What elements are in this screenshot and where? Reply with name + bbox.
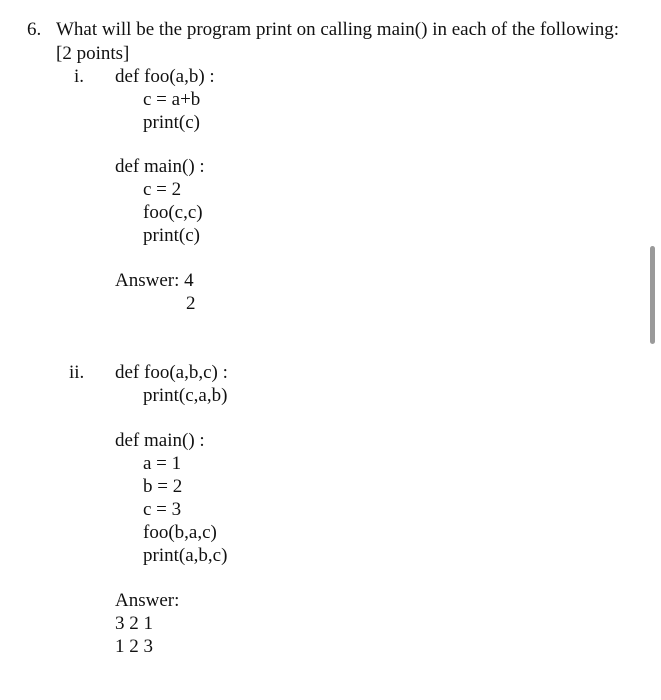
part-ii-main-def: def main() : (115, 430, 205, 451)
part-i-label: i. (74, 66, 85, 87)
part-ii-main-line: b = 2 (143, 476, 183, 497)
question-points: [2 points] (56, 43, 130, 64)
part-ii-main-line: c = 3 (143, 499, 182, 520)
part-i-foo-line: print(c) (143, 112, 200, 133)
part-ii-foo-def: def foo(a,b,c) : (115, 362, 228, 383)
part-i-main-line: c = 2 (143, 179, 182, 200)
part-i-answer: Answer: 4 (115, 270, 194, 291)
part-i-answer-line: 2 (186, 293, 196, 314)
part-ii-main-line: print(a,b,c) (143, 545, 228, 566)
part-i-main-line: foo(c,c) (143, 202, 203, 223)
part-i-foo-def: def foo(a,b) : (115, 66, 215, 87)
part-i-main-def: def main() : (115, 156, 205, 177)
part-ii-answer: Answer: (115, 590, 180, 611)
part-ii-answer-line: 3 2 1 (115, 613, 153, 634)
part-ii-answer-line: 1 2 3 (115, 636, 153, 657)
part-i-foo-line: c = a+b (143, 89, 201, 110)
part-ii-main-line: a = 1 (143, 453, 182, 474)
part-ii-foo-line: print(c,a,b) (143, 385, 228, 406)
question-number: 6. (27, 19, 42, 40)
question-text: What will be the program print on calling main() in each of the following: (56, 19, 619, 40)
part-i-main-line: print(c) (143, 225, 200, 246)
vertical-scrollbar[interactable] (650, 246, 655, 344)
part-ii-main-line: foo(b,a,c) (143, 522, 217, 543)
part-ii-label: ii. (69, 362, 85, 383)
